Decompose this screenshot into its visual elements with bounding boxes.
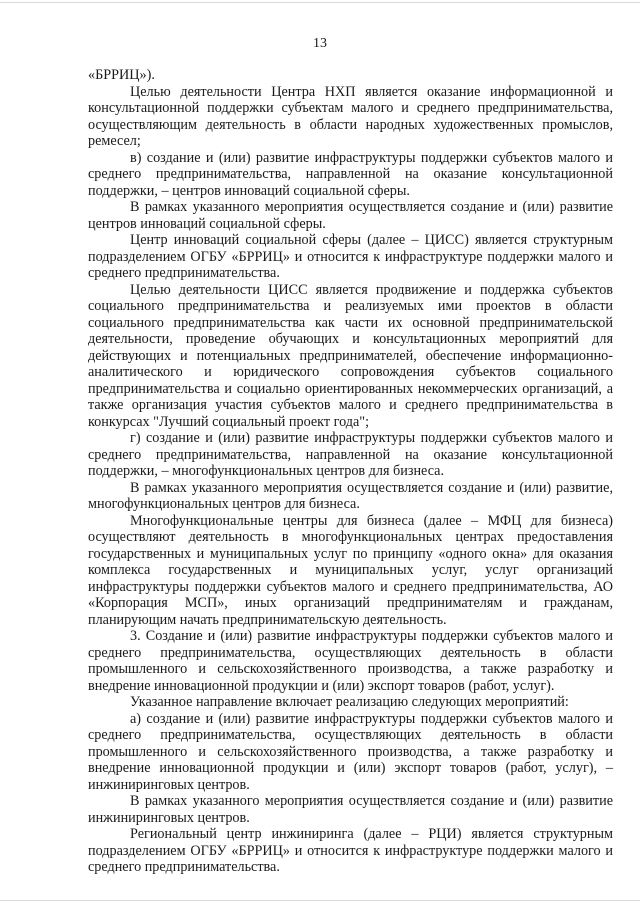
paragraph-section-3: 3. Создание и (или) развитие инфраструктуры поддержки субъектов малого и среднего предпринимательства, осуществляющих деятельность в области промышленного и сельскохозяйственного производства, а также разработку и внедрение инновационной продукции и (или) экспорт товаров (работ, услуг).	[88, 628, 613, 694]
paragraph-mfc-scope: В рамках указанного мероприятия осуществляется создание и (или) развитие, многофункциональных центров для бизнеса.	[88, 479, 613, 512]
document-body	[88, 67, 613, 876]
paragraph-rci-definition: Региональный центр инжиниринга (далее – РЦИ) является структурным подразделением ОГБУ «БРРИЦ» и относится к инфраструктуре поддержки малого и среднего предпринимательства.	[88, 826, 613, 875]
paragraph-engineering-scope: В рамках указанного мероприятия осуществляется создание и (или) развитие инжиниринговых центров.	[88, 793, 613, 826]
paragraph-continuation: «БРРИЦ»).	[88, 67, 155, 83]
paragraph-direction-intro: Указанное направление включает реализацию следующих мероприятий:	[130, 694, 569, 710]
bottom-scan-edge	[0, 900, 640, 901]
paragraph-item-v: в) создание и (или) развитие инфраструктуры поддержки субъектов малого и среднего предпринимательства, направленной на оказание консультационной поддержки, – центров инноваций социальной сферы.	[88, 149, 613, 199]
paragraph-item-g: г) создание и (или) развитие инфраструктуры поддержки субъектов малого и среднего предпринимательства, направленной на оказание консультационной поддержки, – многофункциональных центров для бизнеса.	[88, 430, 613, 479]
paragraph-item-a: а) создание и (или) развитие инфраструктуры поддержки субъектов малого и среднего предпринимательства, осуществляющих деятельность в области промышленного и сельскохозяйственного производства, а также разработку и внедрение инновационной продукции и (или) экспорт товаров (работ, услуг), – инжиниринговых центров.	[88, 710, 613, 793]
paragraph-ciss-goal: Целью деятельности ЦИСС является продвижение и поддержка субъектов социального предпринимательства и реализуемых ими проектов в области социального предпринимательства как части их основной предпринимательской деятельности, проведение обучающих и консультационных мероприятий для действующих и потенциальных предпринимателей, обеспечение информационно-аналитического и юридического сопровождения субъектов социального предпринимательства и социально ориентированных некоммерческих организаций, а также организация участия субъектов малого и среднего предпринимательства в конкурсах "Лучший социальный проект года";	[88, 281, 613, 430]
paragraph-ciss-definition: Центр инноваций социальной сферы (далее – ЦИСС) является структурным подразделением ОГБУ «БРРИЦ» и относится к инфраструктуре поддержки малого и среднего предпринимательства.	[88, 232, 613, 281]
paragraph-mfc-definition: Многофункциональные центры для бизнеса (далее – МФЦ для бизнеса) осуществляют деятельность в многофункциональных центрах предоставления государственных и муниципальных услуг по принципу «одного окна» для оказания комплекса государственных и муниципальных услуг, услуг организаций инфраструктуры поддержки субъектов малого и среднего предпринимательства, АО «Корпорация МСП», иных организаций предпринимателям и гражданам, планирующим начать предпринимательскую деятельность.	[88, 512, 613, 628]
paragraph-nhp-goal: Целью деятельности Центра НХП является оказание информационной и консультационной поддержки субъектам малого и среднего предпринимательства, осуществляющим деятельность в области народных художественных промыслов, ремесел;	[88, 83, 613, 149]
top-scan-edge	[0, 2, 640, 3]
paragraph-ciss-scope: В рамках указанного мероприятия осуществляется создание и (или) развитие центров инноваций социальной сферы.	[88, 199, 613, 232]
page-number: 13	[313, 36, 327, 51]
